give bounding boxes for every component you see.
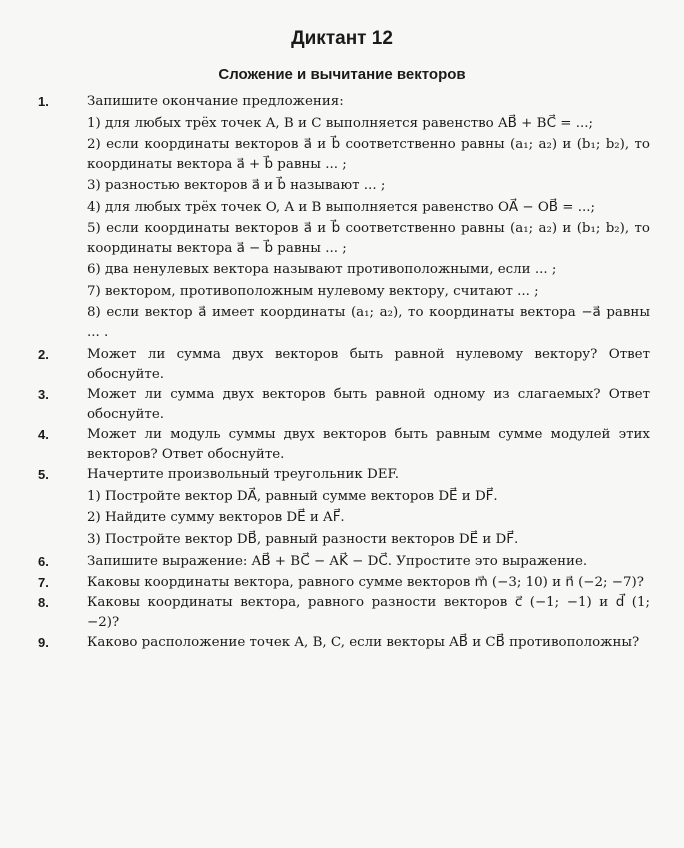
task-4 <box>38 425 650 464</box>
page-subtitle: Сложение и вычитание векторов <box>218 66 466 83</box>
task-number: 6. <box>38 554 49 569</box>
task-8 <box>38 593 650 632</box>
task-number: 9. <box>38 635 49 650</box>
task-number: 8. <box>38 595 49 610</box>
task-text: Может ли сумма двух векторов быть равной одному из слагаемых? Ответ обоснуйте. <box>87 387 650 422</box>
task-subitem: 7) вектором, противоположным нулевому вектору, считают ... ; <box>87 283 539 299</box>
task-text: Начертите произвольный треугольник DEF. <box>87 467 399 482</box>
task-text: Запишите выражение: AB⃗ + BC⃗ − AK⃗ − DC⃗. Упростите это выражение. <box>87 554 588 569</box>
task-subitem: 3) Постройте вектор DB⃗, равный разности векторов DE⃗ и DF⃗. <box>87 531 519 547</box>
task-subitem: 8) если вектор a⃗ имеет координаты (a₁; a₂), то координаты вектора −a⃗ равны ... . <box>87 305 650 340</box>
task-subitem: 3) разностью векторов a⃗ и b⃗ называют ... ; <box>87 178 386 193</box>
task-subitem: 5) если координаты векторов a⃗ и b⃗ соответственно равны (a₁; a₂) и (b₁; b₂), то координаты вектора a⃗ − b⃗ равны ... ; <box>87 221 650 256</box>
task-6 <box>38 552 650 572</box>
task-3 <box>38 385 650 424</box>
task-number: 3. <box>38 387 49 402</box>
task-text: Каково расположение точек A, B, C, если векторы AB⃗ и CB⃗ противоположны? <box>87 635 640 650</box>
task-subitem: 1) для любых трёх точек A, B и C выполняется равенство AB⃗ + BC⃗ = ...; <box>87 115 594 131</box>
task-number: 4. <box>38 427 49 442</box>
task-list <box>38 92 650 654</box>
task-9 <box>38 633 650 653</box>
task-subitem: 4) для любых трёх точек O, A и B выполняется равенство OA⃗ − OB⃗ = ...; <box>87 199 596 215</box>
task-2 <box>38 345 650 384</box>
task-text: Каковы координаты вектора, равного разности векторов c⃗ (−1; −1) и d⃗ (1; −2)? <box>87 595 650 630</box>
task-7 <box>38 573 650 593</box>
task-text: Может ли сумма двух векторов быть равной нулевому вектору? Ответ обоснуйте. <box>87 347 650 382</box>
task-subitem: 6) два ненулевых вектора называют противоположными, если ... ; <box>87 262 557 277</box>
task-text: Может ли модуль суммы двух векторов быть равным сумме модулей этих векторов? Ответ обоснуйте. <box>87 427 650 462</box>
task-subitem: 2) если координаты векторов a⃗ и b⃗ соответственно равны (a₁; a₂) и (b₁; b₂), то координаты вектора a⃗ + b⃗ равны ... ; <box>87 137 650 172</box>
task-subitem: 2) Найдите сумму векторов DE⃗ и AF⃗. <box>87 510 345 525</box>
task-5 <box>38 465 650 551</box>
task-subitem: 1) Постройте вектор DA⃗, равный сумме векторов DE⃗ и DF⃗. <box>87 488 498 504</box>
task-text: Запишите окончание предложения: <box>87 94 344 109</box>
task-number: 7. <box>38 574 49 590</box>
task-number: 2. <box>38 347 49 362</box>
task-text: Каковы координаты вектора, равного сумме векторов m⃗ (−3; 10) и n⃗ (−2; −7)? <box>87 574 644 590</box>
task-number: 5. <box>38 467 49 482</box>
task-number: 1. <box>38 94 49 109</box>
task-1 <box>38 92 650 344</box>
page-title: Диктант 12 <box>291 28 393 49</box>
